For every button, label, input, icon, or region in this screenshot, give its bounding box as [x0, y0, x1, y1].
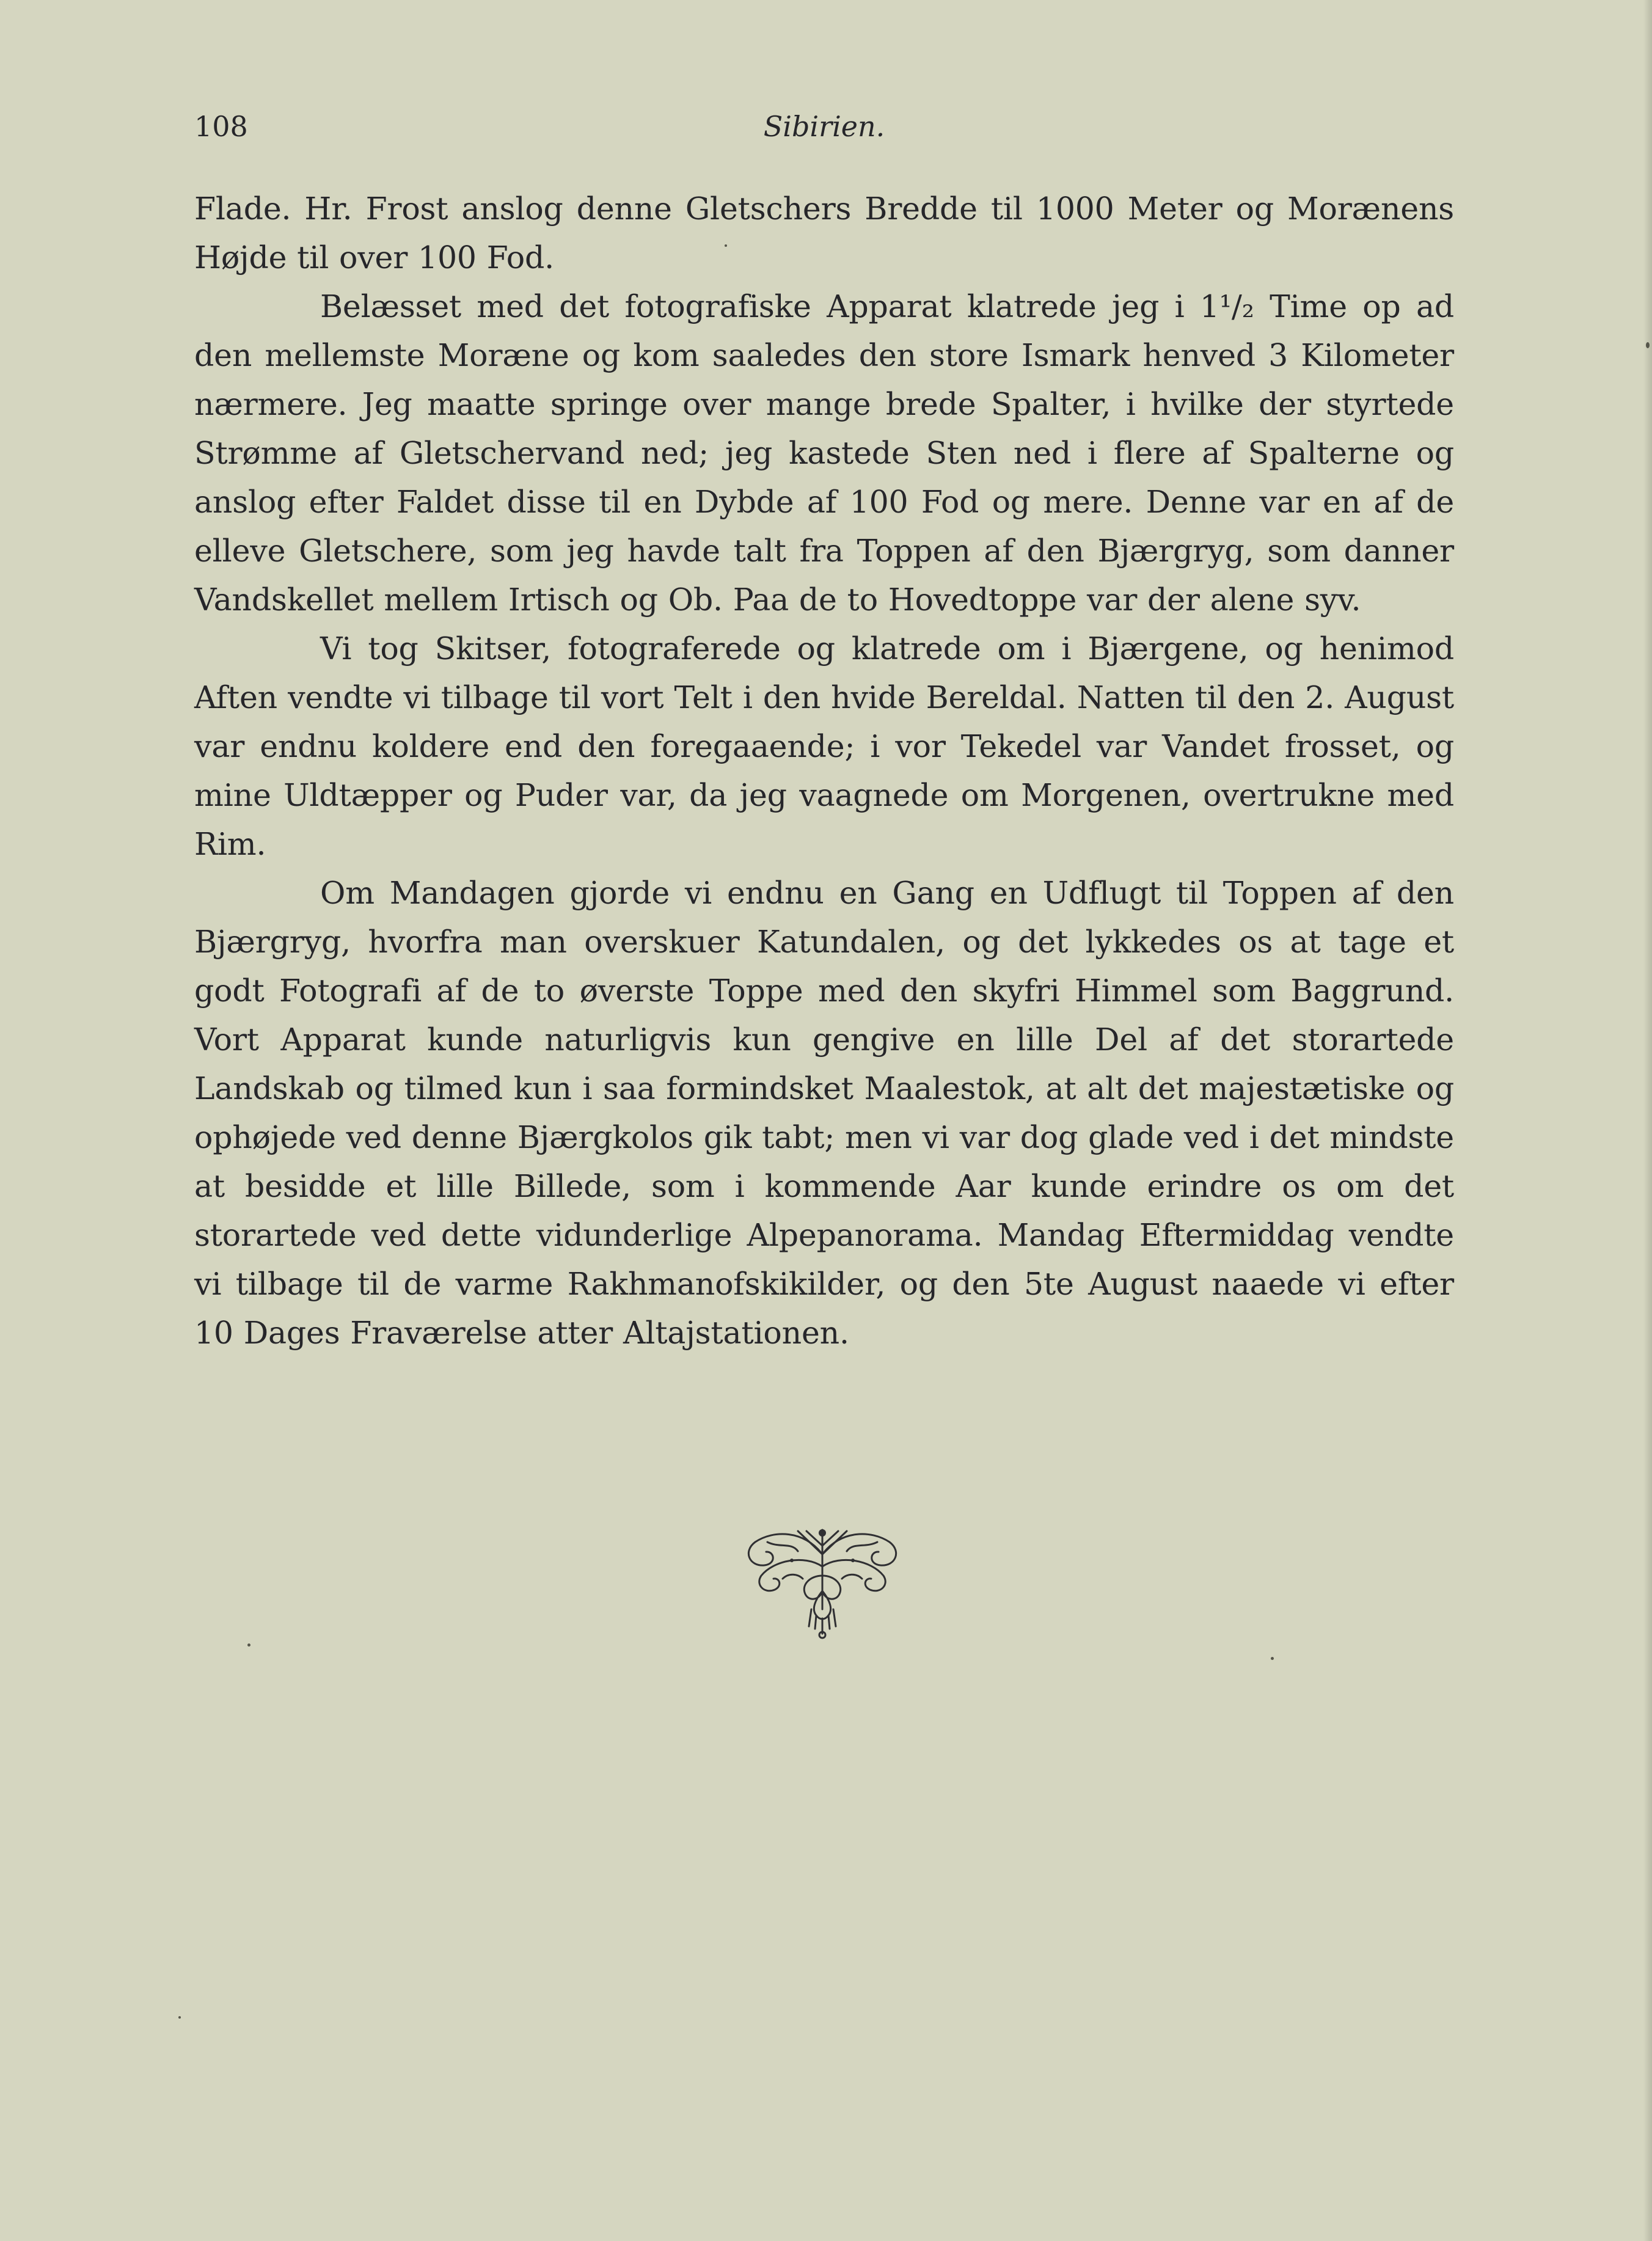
paragraph-sketches-return: Vi tog Skitser, fotograferede og klatrede om i Bjærgene, og henimod Aften vendte vi tilbage til vort Telt i den hvide Bereldal. Natten til den 2. August var endnu koldere end den foregaaende; i vor Tekedel var Vandet frosset, og mine Uldtæpper og Puder var, da jeg vaagnede om Morgenen, overtrukne med Rim. — [194, 631, 1454, 862]
page-number: 108 — [194, 110, 248, 143]
paper-speck — [1646, 342, 1650, 348]
paper-speck — [247, 1643, 250, 1647]
page-edge-shadow — [1643, 0, 1652, 2241]
running-head — [194, 105, 1454, 148]
paragraph-monday-excursion: Om Mandagen gjorde vi endnu en Gang en Udflugt til Toppen af den Bjærgryg, hvorfra man overskuer Katundalen, og det lykkedes os at tage et godt Fotografi af de to øverste Toppe med den skyfri Himmel som Baggrund. Vort Apparat kunde naturligvis kun gengive en lille Del af det storartede Landskab og tilmed kun i saa formindsket Maalestok, at alt det majestætiske og ophøjede ved denne Bjærgkolos gik tabt; men vi var dog glade ved i det mindste at besidde et lille Billede, som i kommende Aar kunde erindre os om det storartede ved dette vidunderlige Alpepanorama. Mandag Eftermiddag vendte vi tilbage til de varme Rakhmanofskikilder, og den 5te August naaede vi efter 10 Dages Fraværelse atter Altajstationen. — [194, 875, 1454, 1351]
paper-speck — [178, 2016, 181, 2019]
running-title: Sibirien. — [763, 110, 885, 143]
paragraph-glacier-climb: Belæsset med det fotografiske Apparat klatrede jeg i 1¹/₂ Time op ad den mellemste Moræne og kom saaledes den store Ismark henved 3 Kilometer nærmere. Jeg maatte springe over mange brede Spalter, i hvilke der styrtede Strømme af Gletschervand ned; jeg kastede Sten ned i flere af Spalterne og anslog efter Faldet disse til en Dybde af 100 Fod og mere. Denne var en af de elleve Gletschere, som jeg havde talt fra Toppen af den Bjærgryg, som danner Vandskellet mellem Irtisch og Ob. Paa de to Hovedtoppe var der alene syv. — [194, 288, 1454, 618]
paragraph-continuation: Flade. Hr. Frost anslog denne Gletschers Bredde til 1000 Meter og Morænens Højde til over 100 Fod. — [194, 191, 1454, 276]
paper-speck — [725, 244, 727, 247]
paper-speck — [1271, 1657, 1274, 1660]
body-text — [194, 185, 1454, 1358]
floral-vignette-icon — [731, 1518, 914, 1640]
